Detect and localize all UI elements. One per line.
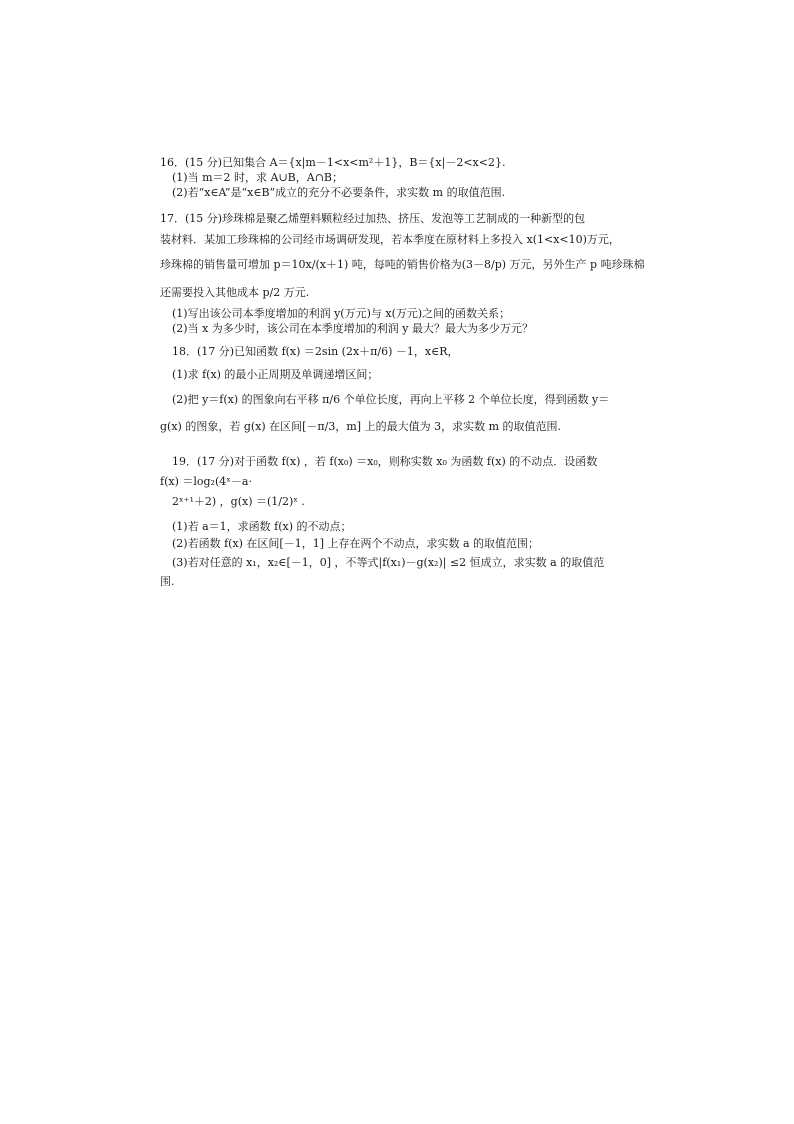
q19-part1: (1)若 a＝1，求函数 f(x) 的不动点； [172, 520, 352, 533]
q16-part2: (2)若“x∈A”是“x∈B”成立的充分不必要条件，求实数 m 的取值范围. [172, 186, 506, 199]
q18-part1: (1)求 f(x) 的最小正周期及单调递增区间； [172, 368, 379, 381]
q19-part3-line2: 围. [160, 575, 175, 588]
q19-part2: (2)若函数 f(x) 在区间[－1，1] 上存在两个不动点，求实数 a 的取值范围； [172, 537, 540, 550]
q18-part2-line2: g(x) 的图象，若 g(x) 在区间[－π/3，m] 上的最大值为 3，求实数 m 的取值范围. [160, 420, 562, 433]
q16-part1: (1)当 m＝2 时，求 A∪B，A∩B； [172, 171, 343, 184]
q17-part1: (1)写出该公司本季度增加的利润 y(万元)与 x(万元)之间的函数关系； [172, 307, 511, 320]
q19-line2: f(x) ＝log₂(4ˣ－a· [160, 475, 252, 488]
q18-part2-line1: (2)把 y＝f(x) 的图象向右平移 π/6 个单位长度，再向上平移 2 个单位长度，得到函数 y＝ [172, 393, 610, 406]
q18-stem: 18．(17 分)已知函数 f(x) ＝2sin (2x＋π/6) －1，x∈R， [172, 345, 459, 358]
q19-line1: 19．(17 分)对于函数 f(x) ，若 f(x₀) ＝x₀，则称实数 x₀ 为函数 f(x) 的不动点．设函数 [172, 455, 598, 468]
q17-line4: 还需要投入其他成本 p/2 万元. [160, 286, 310, 299]
q17-line1: 17．(15 分)珍珠棉是聚乙烯塑料颗粒经过加热、挤压、发泡等工艺制成的一种新型的包 [160, 212, 586, 225]
q19-line3: 2ˣ⁺¹＋2) ，g(x) ＝(1/2)ˣ . [172, 495, 305, 508]
q17-part2: (2)当 x 为多少时，该公司在本季度增加的利润 y 最大？最大为多少万元？ [172, 322, 533, 335]
q16-stem: 16．(15 分)已知集合 A＝{x|m－1<x<m²＋1}，B＝{x|－2<x<2}. [160, 156, 506, 169]
q17-line2: 装材料．某加工珍珠棉的公司经市场调研发现，若本季度在原材料上多投入 x(1<x<10)万元， [160, 233, 620, 246]
q17-line3: 珍珠棉的销售量可增加 p＝10x/(x＋1) 吨，每吨的销售价格为(3－8/p) 万元，另外生产 p 吨珍珠棉 [160, 258, 645, 271]
q19-part3-line1: (3)若对任意的 x₁，x₂∈[－1，0] ，不等式|f(x₁)－g(x₂)| ≤2 恒成立，求实数 a 的取值范 [172, 556, 605, 569]
